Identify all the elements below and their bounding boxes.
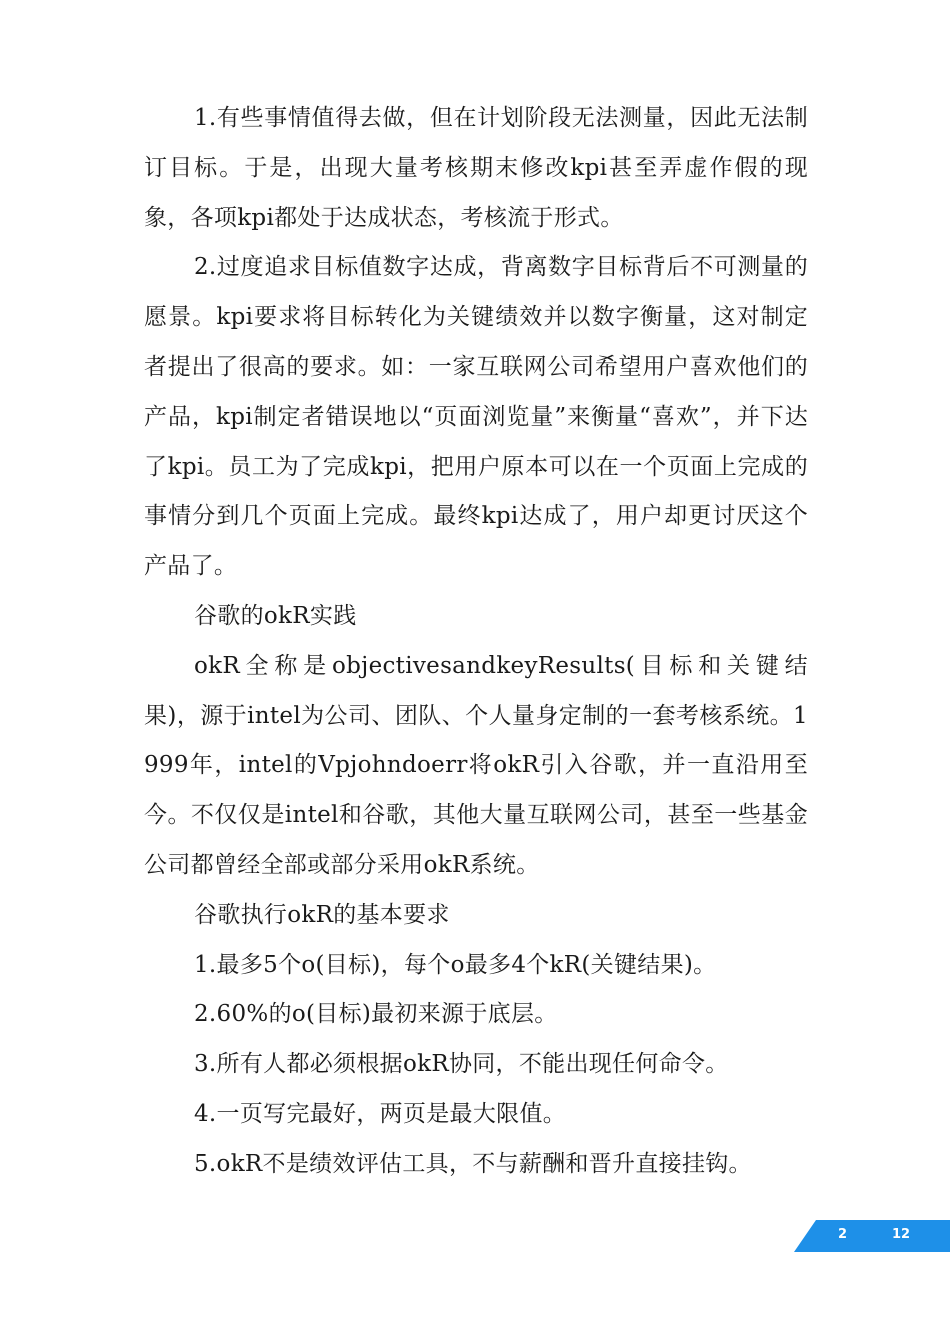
section-heading-okr-practice: 谷歌的okR实践 — [194, 602, 357, 629]
paragraph-1: 1.有些事情值得去做，但在计划阶段无法测量，因此无法制订目标。于是，出现大量考核期末修改kpi甚至弄虚作假的现象，各项kpi都处于达成状态，考核流于形式。 — [144, 105, 808, 231]
requirement-item-4: 4.一页写完最好，两页是最大限值。 — [194, 1100, 567, 1127]
requirement-item-3: 3.所有人都必须根据okR协同，不能出现任何命令。 — [194, 1051, 729, 1078]
page-number-current: 2 — [838, 1227, 848, 1242]
paragraph-okr-definition: okR全称是objectivesandkeyResults(目标和关键结果)，源于intel为公司、团队、个人量身定制的一套考核系统。1999年，intel的Vpjohndoerr将okR引入谷歌，并一直沿用至今。不仅仅是intel和谷歌，其他大量互联网公司，甚至一些基金公司都曾经全部或部分采用okR系统。 — [144, 652, 808, 878]
footer-banner-shape — [794, 1220, 950, 1252]
page-number-total: 12 — [892, 1227, 911, 1242]
paragraph-2: 2.过度追求目标值数字达成，背离数字目标背后不可测量的愿景。kpi要求将目标转化为关键绩效并以数字衡量，这对制定者提出了很高的要求。如：一家互联网公司希望用户喜欢他们的产品，kpi制定者错误地以“页面浏览量”来衡量“喜欢”，并下达了kpi。员工为了完成kpi，把用户原本可以在一个页面上完成的事情分到几个页面上完成。最终kpi达成了，用户却更讨厌这个产品了。 — [144, 254, 808, 580]
requirement-item-5: 5.okR不是绩效评估工具，不与薪酬和晋升直接挂钩。 — [194, 1150, 752, 1177]
document-body — [144, 94, 808, 1190]
requirement-item-2: 2.60%的o(目标)最初来源于底层。 — [194, 1001, 558, 1028]
page-number-footer — [794, 1220, 950, 1252]
requirement-item-1: 1.最多5个o(目标)，每个o最多4个kR(关键结果)。 — [194, 951, 717, 978]
section-heading-okr-requirements: 谷歌执行okR的基本要求 — [194, 901, 450, 928]
